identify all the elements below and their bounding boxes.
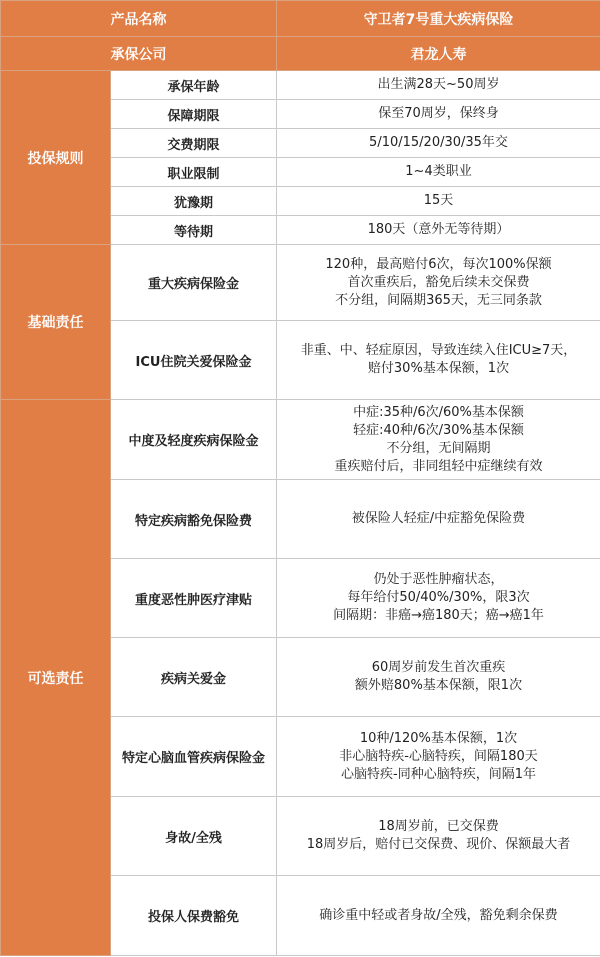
value-line: 重疾赔付后，非同组轻中症继续有效 — [334, 458, 543, 474]
item-label: ICU住院关爱保险金 — [111, 321, 277, 400]
value-line: 18周岁前，已交保费 — [378, 819, 499, 834]
category-cell: 可选责任 — [1, 400, 111, 956]
value-line: 5/10/15/20/30/35年交 — [369, 135, 508, 150]
value-line: 间隔期：非癌→癌180天；癌→癌1年 — [333, 608, 544, 623]
item-value — [277, 717, 600, 797]
product-name-value: 守卫者7号重大疾病保险 — [277, 1, 600, 37]
value-line: 被保险人轻症/中症豁免保险费 — [351, 511, 526, 526]
value-line: 18周岁后，赔付已交保费、现价、保额最大者 — [306, 837, 571, 852]
product-name-row — [1, 1, 600, 37]
item-label: 职业限制 — [111, 158, 277, 187]
item-value — [277, 187, 600, 216]
insurer-label: 承保公司 — [1, 37, 277, 71]
item-value — [277, 400, 600, 480]
value-line: 保至70周岁，保终身 — [378, 106, 499, 121]
item-label: 疾病关爱金 — [111, 638, 277, 717]
value-line: 出生满28天~50周岁 — [377, 77, 500, 92]
value-line: 非重、中、轻症原因，导致连续入住ICU≥7天， — [300, 343, 577, 358]
item-label: 投保人保费豁免 — [111, 876, 277, 956]
item-label: 中度及轻度疾病保险金 — [111, 400, 277, 480]
value-line: 不分组，无间隔期 — [386, 440, 491, 456]
optional-section — [1, 400, 600, 956]
item-value — [277, 876, 600, 956]
item-value — [277, 100, 600, 129]
item-value — [277, 129, 600, 158]
item-label: 身故/全残 — [111, 797, 277, 876]
item-value — [277, 480, 600, 559]
item-label: 重大疾病保险金 — [111, 245, 277, 321]
rules-section — [1, 71, 600, 245]
value-line: 仍处于恶性肿瘤状态， — [373, 572, 504, 587]
value-line: 10种/120%基本保额，1次 — [359, 730, 518, 746]
item-label: 特定疾病豁免保险费 — [111, 480, 277, 559]
item-value — [277, 158, 600, 187]
value-line: 中症:35种/6次/60%基本保额 — [353, 404, 524, 420]
value-line: 120种，最高赔付6次，每次100%保额 — [325, 256, 552, 272]
item-value — [277, 797, 600, 876]
value-line: 心脑特疾-同种心脑特疾，间隔1年 — [341, 766, 536, 782]
value-line: 每年给付50/40%/30%，限3次 — [347, 590, 530, 605]
item-value — [277, 245, 600, 321]
insurer-row — [1, 37, 600, 71]
item-label: 保障期限 — [111, 100, 277, 129]
value-line: 首次重疾后，豁免后续未交保费 — [347, 274, 530, 290]
value-line: 15天 — [423, 193, 454, 208]
item-label: 承保年龄 — [111, 71, 277, 100]
item-label: 犹豫期 — [111, 187, 277, 216]
basic-section — [1, 245, 600, 400]
value-line: 确诊重中轻或者身故/全残，豁免剩余保费 — [319, 907, 558, 923]
table-row — [1, 245, 600, 321]
item-value — [277, 321, 600, 400]
table-row — [1, 71, 600, 100]
item-label: 交费期限 — [111, 129, 277, 158]
value-line: 非心脑特疾-心脑特疾，间隔180天 — [339, 748, 538, 764]
category-cell: 投保规则 — [1, 71, 111, 245]
value-line: 额外赔80%基本保额，限1次 — [354, 678, 523, 693]
item-label: 重度恶性肿医疗津贴 — [111, 559, 277, 638]
item-value — [277, 559, 600, 638]
table-row — [1, 400, 600, 480]
insurer-value: 君龙人寿 — [277, 37, 600, 71]
item-value — [277, 638, 600, 717]
value-line: 180天（意外无等待期） — [367, 222, 510, 237]
item-label: 特定心脑血管疾病保险金 — [111, 717, 277, 797]
value-line: 赔付30%基本保额，1次 — [367, 361, 510, 376]
item-label: 等待期 — [111, 216, 277, 245]
category-cell: 基础责任 — [1, 245, 111, 400]
value-line: 轻症:40种/6次/30%基本保额 — [353, 422, 524, 438]
value-line: 不分组，间隔期365天，无三同条款 — [335, 292, 542, 308]
value-line: 60周岁前发生首次重疾 — [371, 660, 506, 675]
value-line: 1~4类职业 — [405, 164, 472, 179]
product-name-label: 产品名称 — [1, 1, 277, 37]
item-value — [277, 216, 600, 245]
item-value — [277, 71, 600, 100]
